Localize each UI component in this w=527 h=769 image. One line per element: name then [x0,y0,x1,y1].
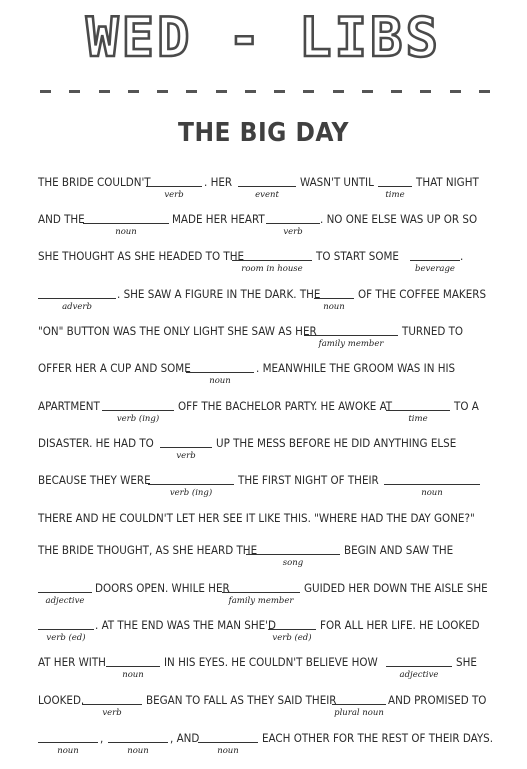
story-text: . [460,249,464,263]
story-text: SHE [456,655,477,669]
story-text: LOOKED. [38,693,85,707]
story-text: WASN'T UNTIL [300,175,374,189]
story-text: THAT NIGHT [416,175,479,189]
divider-dash [216,90,227,93]
blank-hint: noun [115,227,137,237]
story-text: , AND [170,731,200,745]
story-text: BECAUSE THEY WERE [38,473,151,487]
story-text: TURNED TO [402,324,464,338]
story-text: . HER [204,175,233,189]
blank-hint: verb [283,227,303,237]
blank-hint: song [282,558,304,568]
story-line [38,286,488,312]
blank-hint: noun [421,488,443,498]
story-text: SHE THOUGHT AS SHE HEADED TO THE [38,249,245,263]
blank-hint: verb [164,190,184,200]
story-text: THERE AND HE COULDN'T LET HER SEE IT LIKE THIS. "WHERE HAD THE DAY GONE?" [38,511,475,525]
blank-hint: room in house [241,264,303,274]
story-line [38,542,488,568]
story-text: BEGIN AND SAW THE [344,543,454,557]
divider-dash [362,90,373,93]
story-text: BEGAN TO FALL AS THEY SAID THEIR [146,693,337,707]
blank-hint: verb [176,451,196,461]
divider-dash [479,90,490,93]
story-text: MADE HER HEART [172,212,265,226]
blank-hint: family member [318,339,384,349]
story-text: UP THE MESS BEFORE HE DID ANYTHING ELSE [216,436,457,450]
blank-hint: verb [102,708,122,718]
page-title: WED - LIBS [85,6,442,69]
story-line [38,211,488,237]
blank-hint: verb (ing) [169,488,213,498]
divider-dash [128,90,139,93]
story-text: APARTMENT [38,399,100,413]
story-text: THE FIRST NIGHT OF THEIR [238,473,379,487]
story-text: "ON" BUTTON WAS THE ONLY LIGHT SHE SAW AS HER [38,324,317,338]
story-line [38,435,488,461]
divider-dash [274,90,285,93]
story-text: EACH OTHER FOR THE REST OF THEIR DAYS. [262,731,493,745]
story-text: , [100,731,104,745]
blank-hint: adjective [399,670,439,680]
blank-hint: verb (ed) [46,633,86,643]
story-text: THE BRIDE COULDN'T [38,175,151,189]
divider-dash [303,90,314,93]
blank-hint: time [408,414,428,424]
story-text: GUIDED HER DOWN THE AISLE SHE [304,581,488,595]
blank-hint: noun [323,302,345,312]
section-title: THE BIG DAY [178,118,349,148]
blank-hint: beverage [415,264,455,274]
blank-hint: noun [127,746,149,756]
story-line [38,248,488,274]
blank-hint: noun [57,746,79,756]
blank-hint: time [385,190,405,200]
story-text: . MEANWHILE THE GROOM WAS IN HIS [256,361,456,375]
divider-dash [40,90,51,93]
blank-hint: family member [228,596,294,606]
story-line [38,323,488,349]
divider-dash [99,90,110,93]
divider-dash [157,90,168,93]
story-text: IN HIS EYES. HE COULDN'T BELIEVE HOW [164,655,378,669]
story-line [38,692,488,718]
blank-hint: verb (ing) [116,414,160,424]
story-line [38,730,493,756]
story-text: AND THE [38,212,85,226]
story-text: OF THE COFFEE MAKERS [358,287,487,301]
story-text: . NO ONE ELSE WAS UP OR SO [320,212,478,226]
story-text: OFF THE BACHELOR PARTY. HE AWOKE AT [178,399,393,413]
story-line [38,174,488,200]
divider-dash [186,90,197,93]
story-line [38,472,488,498]
story-text: AND PROMISED TO [388,693,487,707]
story-line [38,510,488,526]
blank-hint: adjective [45,596,85,606]
story-line [38,398,488,424]
story-text: DOORS OPEN. WHILE HER [95,581,230,595]
story-line [38,360,488,386]
divider-dash [245,90,256,93]
blank-hint: noun [217,746,239,756]
blank-hint: event [255,190,279,200]
story-text: FOR ALL HER LIFE. HE LOOKED [320,618,480,632]
story-text: THE BRIDE THOUGHT, AS SHE HEARD THE [38,543,258,557]
divider-dash [333,90,344,93]
story-text: TO A [454,399,479,413]
story-text: AT HER WITH [38,655,106,669]
story-line [38,580,488,606]
story-text: TO START SOME [316,249,399,263]
story-text: . AT THE END WAS THE MAN SHE'D [95,618,276,632]
divider-dash [420,90,431,93]
story-text: OFFER HER A CUP AND SOME [38,361,191,375]
divider-dash [391,90,402,93]
blank-hint: noun [209,376,231,386]
blank-hint: noun [122,670,144,680]
blank-hint: adverb [62,302,92,312]
blank-hint: verb (ed) [272,633,312,643]
story-text: DISASTER. HE HAD TO [38,436,154,450]
divider-dash [69,90,80,93]
blank-hint: plural noun [334,708,384,718]
divider-dash [450,90,461,93]
story-line [38,617,488,643]
story-text: . SHE SAW A FIGURE IN THE DARK. THE [117,287,321,301]
dashed-divider [40,84,490,98]
story-line [38,654,488,680]
